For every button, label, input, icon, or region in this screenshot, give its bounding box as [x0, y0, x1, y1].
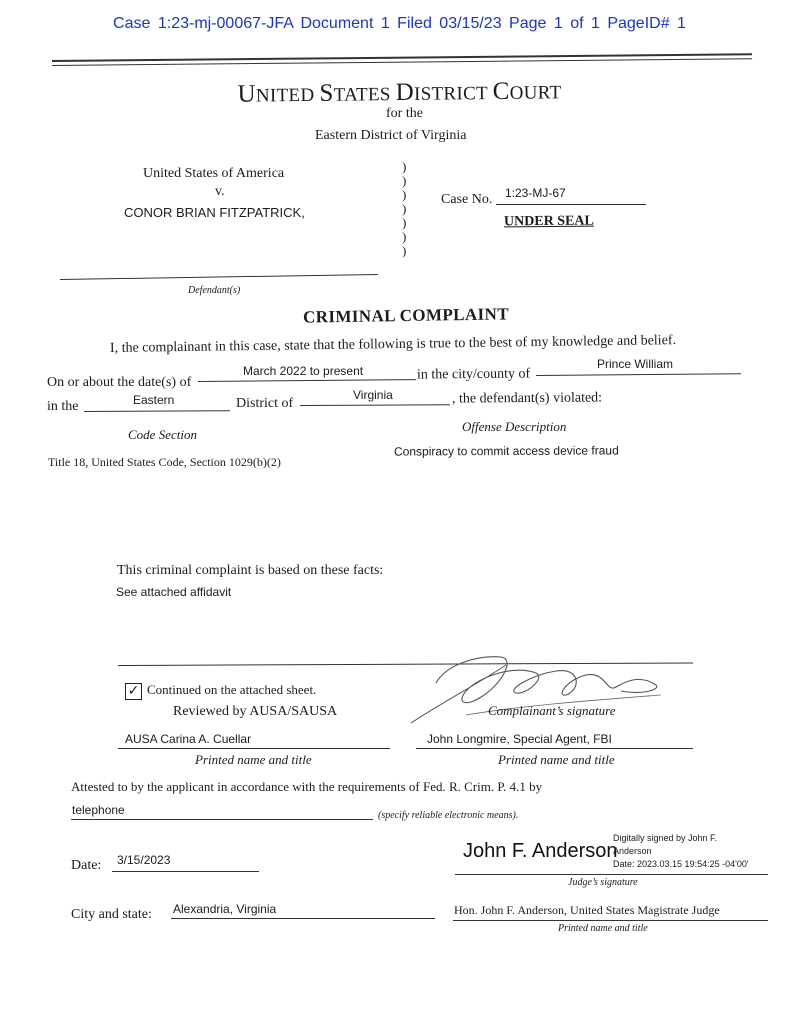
- date-label: Date:: [71, 858, 102, 873]
- city-county-line: [536, 373, 741, 376]
- defendant-line: [60, 274, 378, 280]
- city-state-label: City and state:: [71, 907, 152, 922]
- case-header-stamp: Case 1:23-mj-00067-JFA Document 1 Filed 03/15/23 Page 1 of 1 PageID# 1: [113, 15, 686, 32]
- district-part-line: [84, 410, 230, 412]
- case-no-label: Case No.: [441, 192, 493, 207]
- facts-value: See attached affidavit: [116, 585, 232, 599]
- reviewer-name: AUSA Carina A. Cuellar: [125, 732, 252, 746]
- under-seal-label: UNDER SEAL: [503, 213, 594, 230]
- on-or-about-label: On or about the date(s) of: [47, 375, 192, 390]
- city-state-value: Alexandria, Virginia: [173, 902, 277, 916]
- continued-checkbox[interactable]: [125, 683, 142, 700]
- date-value: 3/15/2023: [117, 853, 171, 867]
- complainant-line: [416, 748, 693, 749]
- complainant-name: John Longmire, Special Agent, FBI: [427, 732, 612, 746]
- district-name: Eastern District of Virginia: [315, 128, 467, 143]
- attestation-means-label: (specify reliable electronic means).: [378, 810, 519, 821]
- checkmark-icon: ✓: [127, 683, 140, 699]
- judge-printed-line: [453, 920, 768, 921]
- judge-signature-name: John F. Anderson: [463, 840, 618, 862]
- for-the-label: for the: [386, 106, 423, 121]
- complainant-signature-label: Complainant’s signature: [488, 703, 616, 718]
- complaint-title: CRIMINAL COMPLAINT: [302, 304, 510, 327]
- offense-dates: March 2022 to present: [243, 364, 364, 378]
- judge-printed-name: Hon. John F. Anderson, United States Magistrate Judge: [454, 903, 720, 917]
- code-section-label: Code Section: [128, 427, 197, 442]
- city-county-value: Prince William: [597, 357, 674, 371]
- state-value: Virginia: [353, 388, 393, 402]
- judge-signature-line: [455, 874, 768, 875]
- district-of-label: District of: [236, 396, 294, 411]
- offense-description-value: Conspiracy to commit access device fraud: [393, 443, 619, 459]
- continued-label: Continued on the attached sheet.: [147, 682, 317, 697]
- versus-label: v.: [215, 184, 225, 199]
- complaint-intro: I, the complainant in this case, state that the following is true to the best of my knowledge and belief.: [109, 333, 677, 356]
- digital-signature-line2: Anderson: [613, 846, 652, 856]
- attestation-text: Attested to by the applicant in accordance with the requirements of Fed. R. Crim. P. 4.1 by: [71, 779, 543, 794]
- attestation-means: telephone: [72, 803, 125, 817]
- case-number: 1:23-MJ-67: [505, 186, 566, 200]
- offense-description-label: Offense Description: [462, 419, 567, 434]
- top-double-rule: [52, 53, 752, 66]
- judge-printed-label: Printed name and title: [558, 923, 648, 934]
- code-section-value: Title 18, United States Code, Section 1029(b)(2): [48, 455, 281, 469]
- plaintiff-name: United States of America: [143, 166, 285, 181]
- city-county-label: in the city/county of: [416, 366, 531, 383]
- reviewer-line: [118, 748, 390, 749]
- facts-label: This criminal complaint is based on these facts:: [117, 563, 384, 578]
- complainant-printed-label: Printed name and title: [498, 752, 615, 767]
- district-part-value: Eastern: [133, 393, 175, 407]
- reviewer-printed-label: Printed name and title: [195, 752, 312, 767]
- digital-signature-date: Date: 2023.03.15 19:54:25 -04'00': [613, 859, 749, 869]
- court-title: UNITED STATES DISTRICT COURT: [237, 77, 562, 108]
- judge-signature-label: Judge’s signature: [568, 877, 638, 888]
- city-state-line: [171, 918, 435, 919]
- defendant-name: CONOR BRIAN FITZPATRICK,: [124, 205, 305, 220]
- state-line: [300, 404, 450, 406]
- reviewed-by-label: Reviewed by AUSA/SAUSA: [173, 704, 338, 719]
- in-the-label: in the: [47, 399, 79, 414]
- date-line: [112, 871, 259, 872]
- case-no-line: [496, 204, 646, 205]
- dates-line: [198, 379, 416, 382]
- digital-signature-line1: Digitally signed by John F.: [613, 833, 718, 843]
- violated-label: , the defendant(s) violated:: [451, 390, 603, 407]
- caption-parentheses: ) ) ) ) ) ) ): [402, 159, 407, 258]
- defendant-label: Defendant(s): [188, 285, 241, 296]
- attestation-means-line: [71, 819, 373, 820]
